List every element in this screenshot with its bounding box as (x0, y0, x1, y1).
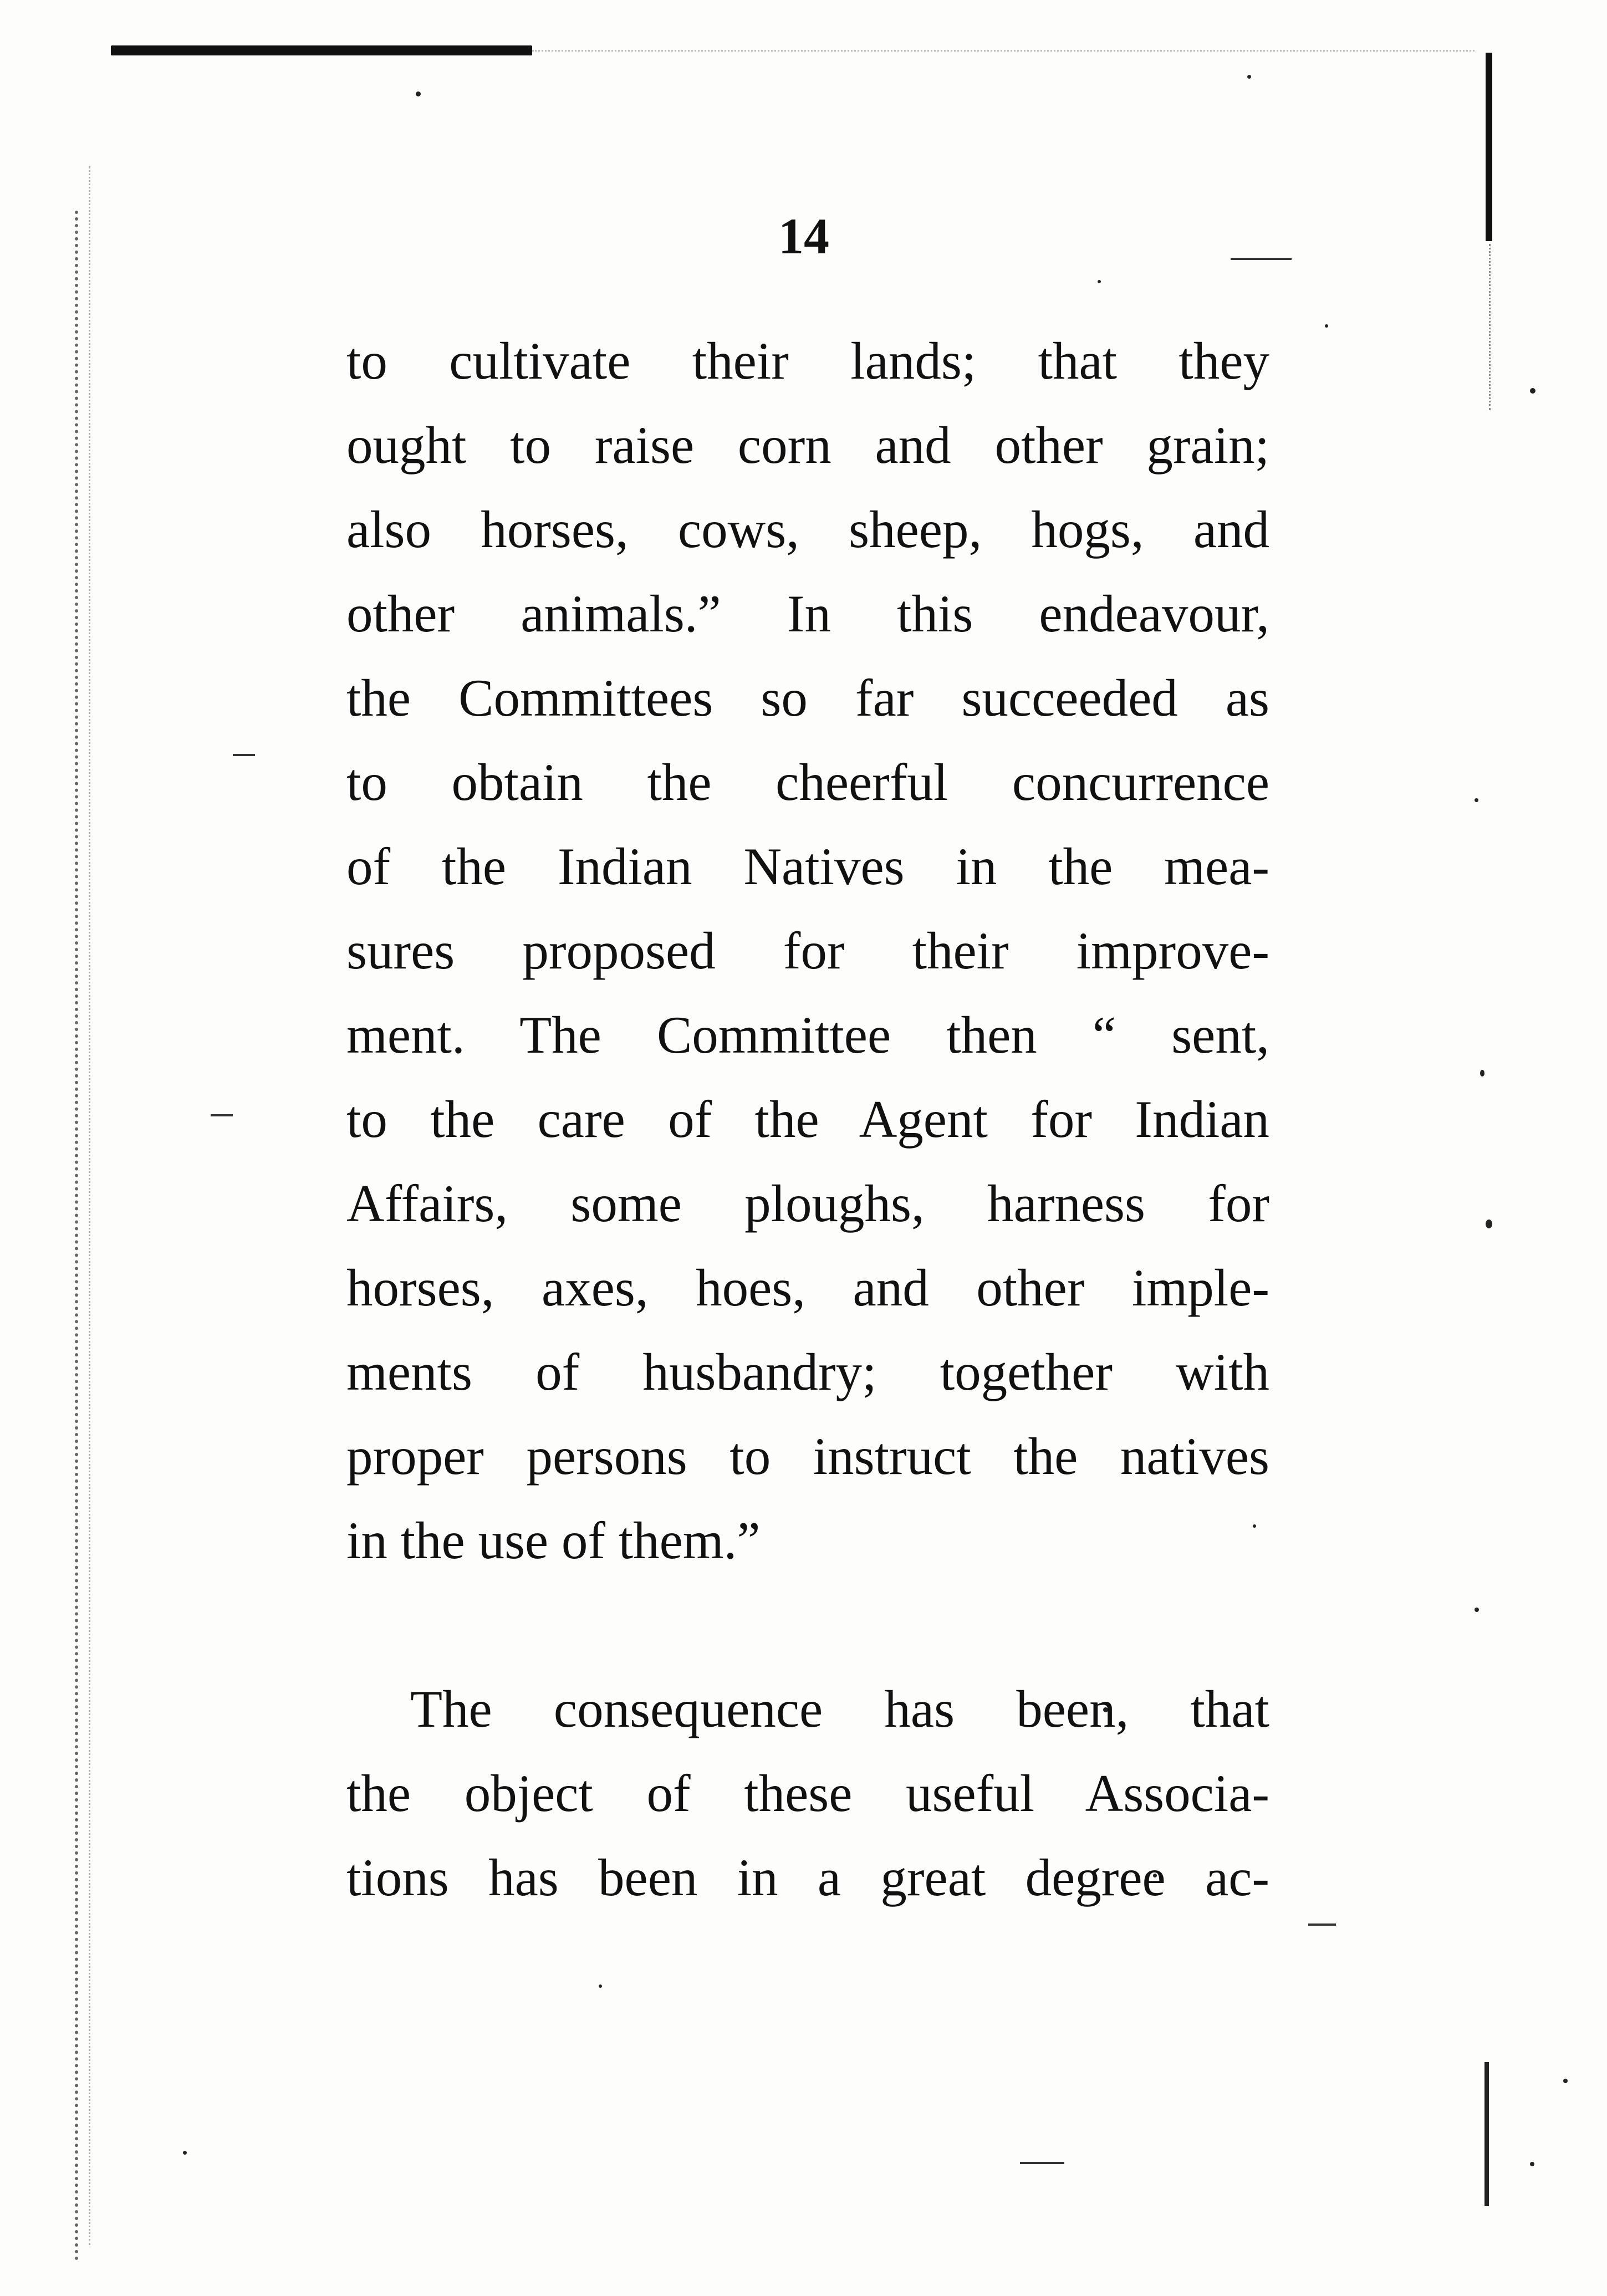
text-line: Affairs, some ploughs, harness for (346, 1174, 1269, 1233)
text-line: other animals.” In this endeavour, (346, 584, 1269, 643)
scan-mark (1020, 2162, 1064, 2164)
text-line: the Committees so far succeeded as (346, 669, 1269, 727)
scan-speck (599, 1984, 602, 1988)
scan-speck (1475, 798, 1478, 802)
right-page-edge-bottom (1484, 2062, 1489, 2206)
left-page-edge-faint (89, 166, 92, 2245)
text-line: in the use of them.” (346, 1511, 761, 1570)
text-line: proper persons to instruct the natives (346, 1427, 1269, 1486)
scan-speck (1563, 2079, 1568, 2083)
text-line: also horses, cows, sheep, hogs, and (346, 500, 1269, 559)
body-text (346, 319, 1269, 1920)
page-number: 14 (778, 208, 829, 264)
scan-speck (1530, 388, 1535, 394)
scan-speck (1530, 2162, 1534, 2166)
scan-speck (183, 2151, 187, 2155)
scan-speck (1475, 1608, 1479, 1612)
top-border-rule (111, 45, 532, 55)
text-line: of the Indian Natives in the mea- (346, 837, 1269, 896)
text-line: to cultivate their lands; that they (346, 331, 1269, 390)
scan-speck (1480, 1070, 1484, 1076)
text-line: The consequence has been, that (410, 1680, 1269, 1738)
left-page-edge (75, 211, 81, 2262)
scan-speck (1325, 324, 1328, 328)
scan-mark (1231, 258, 1292, 260)
scan-mark (233, 754, 255, 756)
text-line: sures proposed for their improve- (346, 921, 1269, 980)
text-line: to obtain the cheerful concurrence (346, 753, 1269, 812)
scan-speck (416, 91, 421, 96)
right-page-edge (1486, 53, 1492, 241)
right-page-edge-faint (1489, 244, 1492, 410)
text-line: tions has been in a great degree ac- (346, 1848, 1269, 1907)
text-line: to the care of the Agent for Indian (346, 1090, 1269, 1149)
top-border-faint (532, 50, 1475, 53)
scan-mark (1308, 1923, 1336, 1926)
scan-speck (1486, 1220, 1492, 1228)
text-line: the object of these useful Associa- (346, 1764, 1269, 1823)
paragraph-break (346, 1583, 1269, 1667)
scan-speck (1247, 75, 1251, 79)
text-line: ought to raise corn and other grain; (346, 416, 1269, 474)
scan-mark (211, 1114, 233, 1116)
text-line: ment. The Committee then “ sent, (346, 1006, 1269, 1064)
text-line: ments of husbandry; together with (346, 1343, 1269, 1401)
scan-speck (1098, 280, 1101, 283)
text-line: horses, axes, hoes, and other imple- (346, 1258, 1269, 1317)
